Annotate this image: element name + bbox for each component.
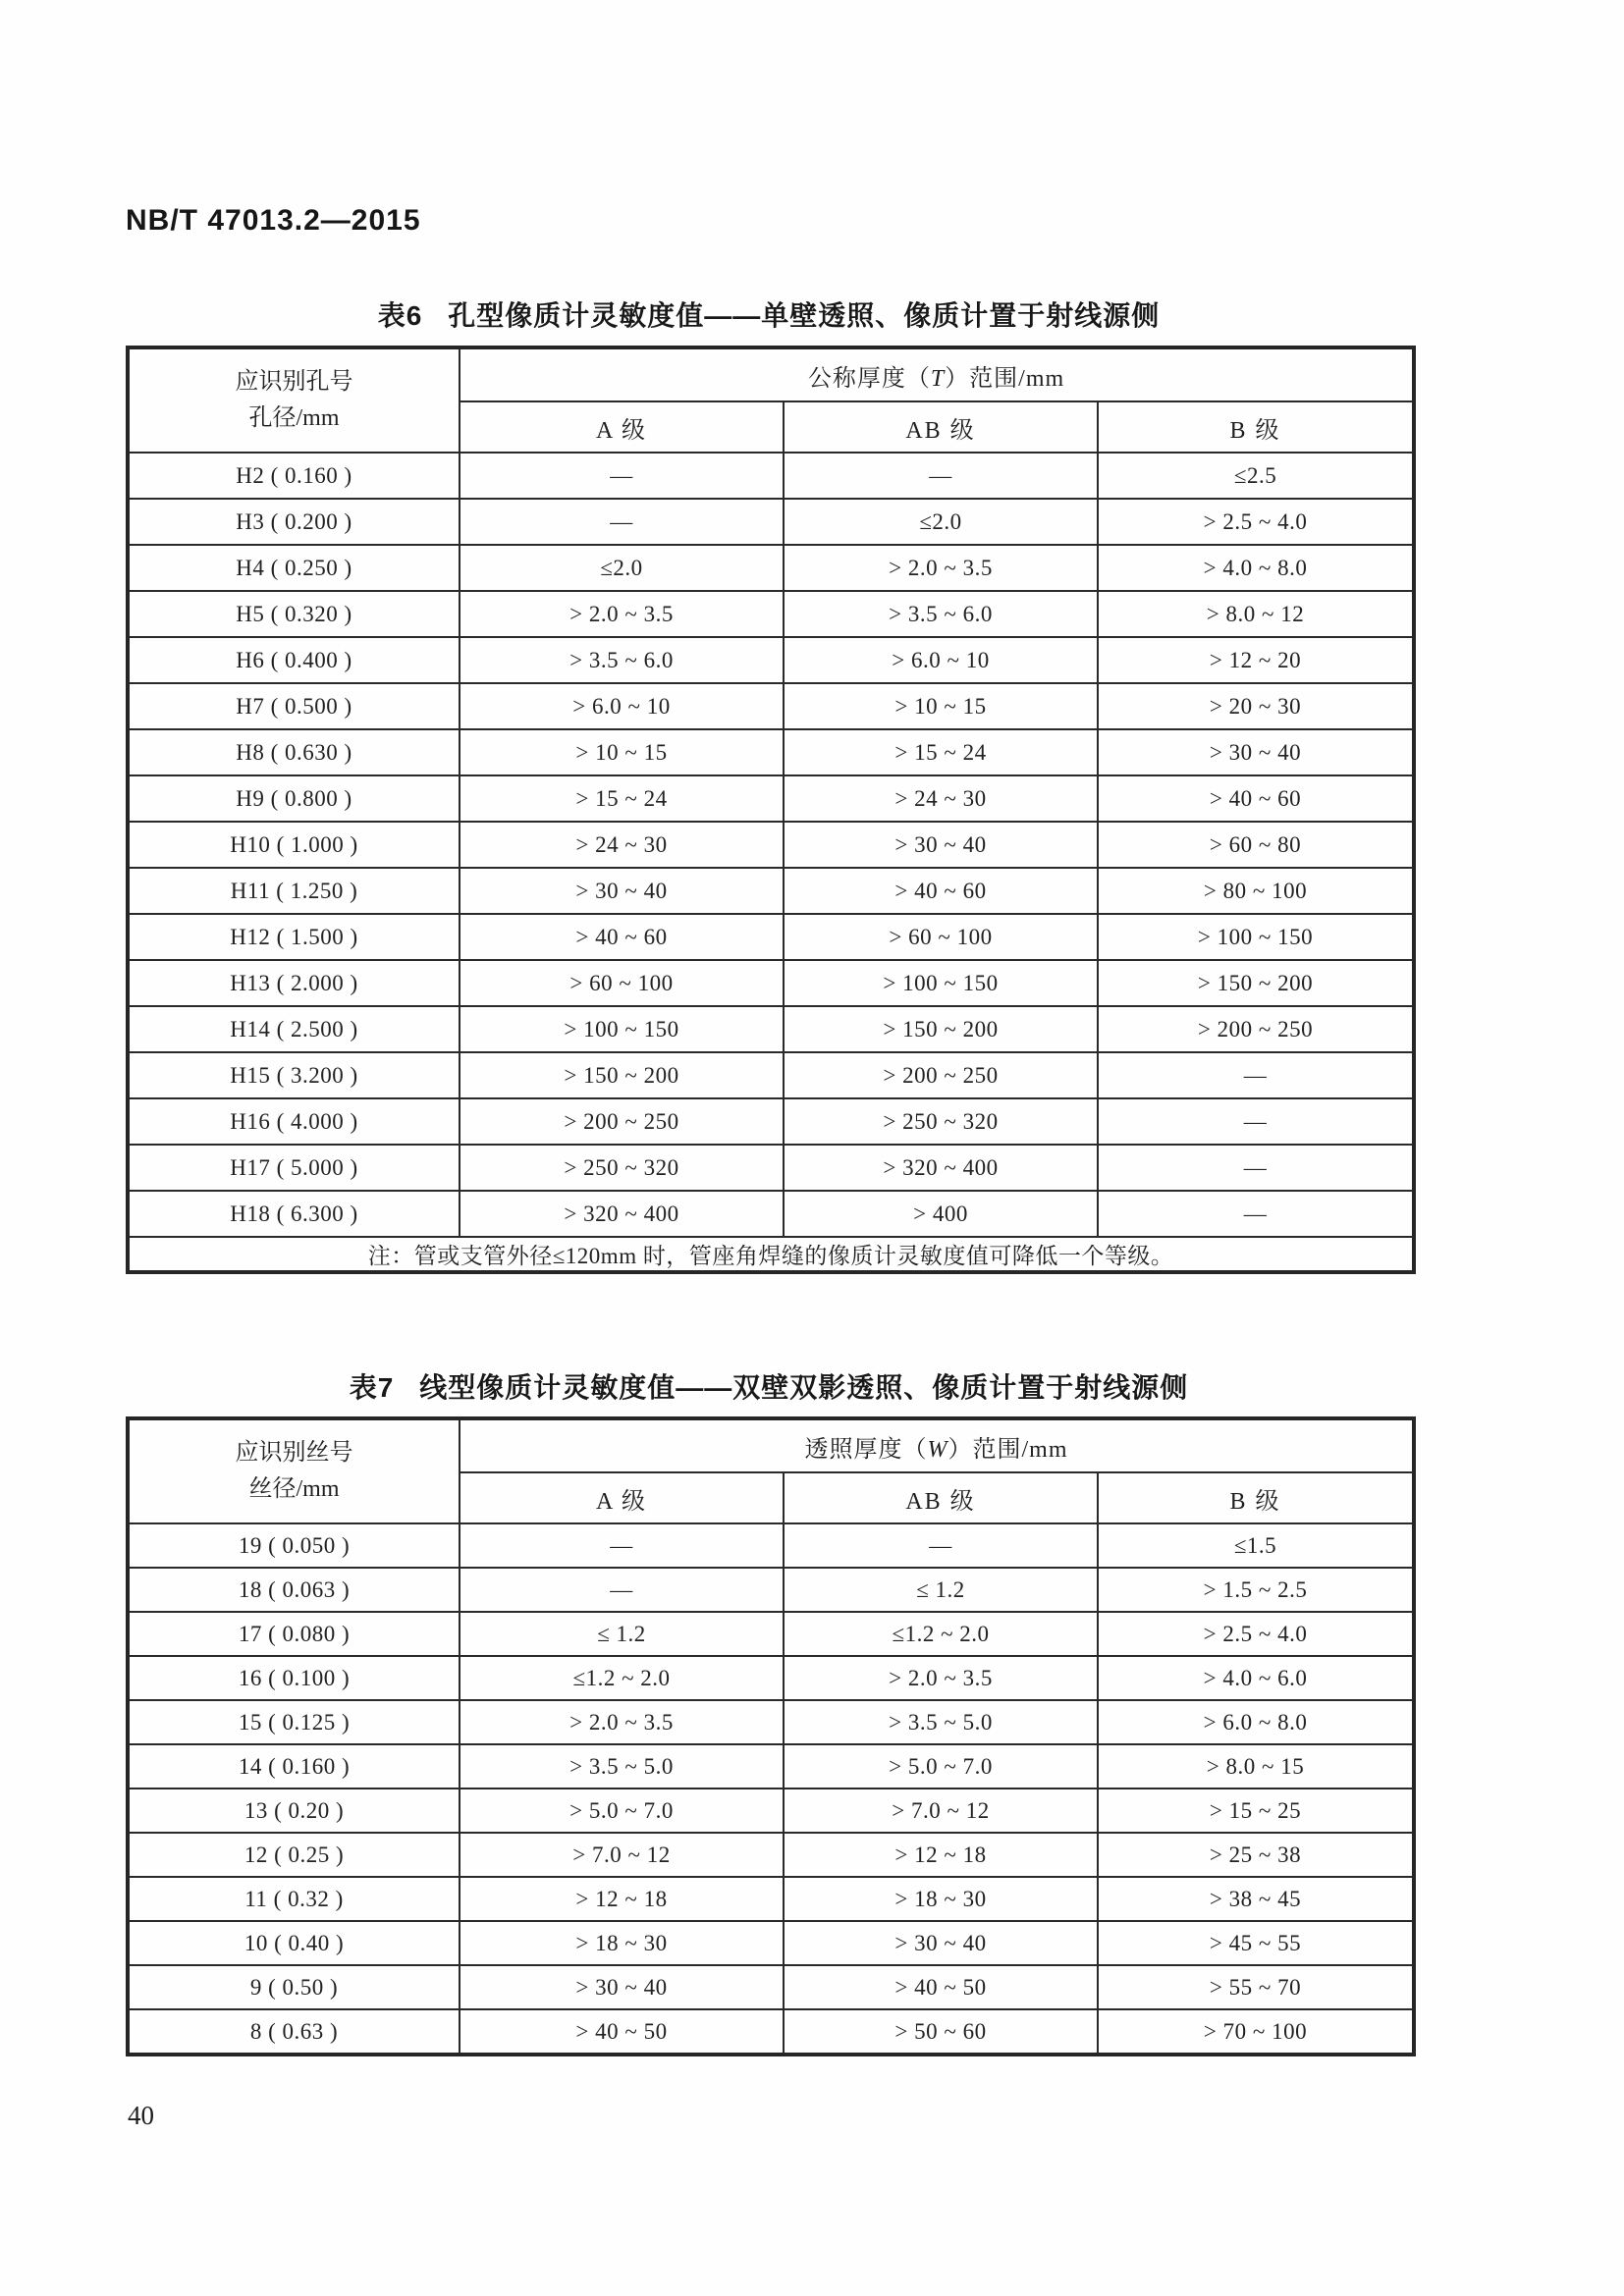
table6-title <box>126 294 1412 334</box>
value-cell: > 30 ~ 40 <box>784 1921 1098 1965</box>
value-cell: > 2.0 ~ 3.5 <box>460 591 784 637</box>
row-label-cell: H9 ( 0.800 ) <box>128 775 460 822</box>
value-cell: ≤2.5 <box>1098 453 1414 499</box>
value-cell: > 250 ~ 320 <box>784 1098 1098 1145</box>
table-row <box>128 545 1414 591</box>
value-cell: > 2.0 ~ 3.5 <box>784 545 1098 591</box>
value-cell: > 8.0 ~ 15 <box>1098 1744 1414 1789</box>
table7-title-label: 表7 <box>349 1372 395 1403</box>
value-cell: > 6.0 ~ 10 <box>460 683 784 729</box>
value-cell: — <box>784 1523 1098 1568</box>
table-row <box>128 1700 1414 1744</box>
row-label-cell: H4 ( 0.250 ) <box>128 545 460 591</box>
value-cell: > 150 ~ 200 <box>460 1052 784 1098</box>
table7-title <box>126 1366 1412 1406</box>
value-cell: > 60 ~ 100 <box>784 914 1098 960</box>
row-label-cell: 13 ( 0.20 ) <box>128 1789 460 1833</box>
value-cell: > 200 ~ 250 <box>460 1098 784 1145</box>
value-cell: > 2.0 ~ 3.5 <box>784 1656 1098 1700</box>
row-label-cell: H7 ( 0.500 ) <box>128 683 460 729</box>
table6-header-row-1 <box>128 347 1414 401</box>
value-cell: > 30 ~ 40 <box>460 868 784 914</box>
table-row <box>128 1523 1414 1568</box>
value-cell: ≤ 1.2 <box>460 1612 784 1656</box>
table-row <box>128 729 1414 775</box>
row-label-cell: H3 ( 0.200 ) <box>128 499 460 545</box>
value-cell: > 100 ~ 150 <box>460 1006 784 1052</box>
table6-span-suffix: ）范围/mm <box>945 365 1065 392</box>
value-cell: > 25 ~ 38 <box>1098 1833 1414 1877</box>
value-cell: > 2.0 ~ 3.5 <box>460 1700 784 1744</box>
table-row <box>128 453 1414 499</box>
table7-span-header <box>460 1418 1414 1472</box>
table-row <box>128 1789 1414 1833</box>
table7-col1-header-line1: 应识别丝号 <box>235 1439 353 1466</box>
value-cell: > 15 ~ 24 <box>460 775 784 822</box>
table7-body <box>128 1523 1414 2055</box>
value-cell: > 3.5 ~ 6.0 <box>460 637 784 683</box>
value-cell: — <box>460 453 784 499</box>
value-cell: > 18 ~ 30 <box>784 1877 1098 1921</box>
value-cell: > 4.0 ~ 8.0 <box>1098 545 1414 591</box>
value-cell: > 150 ~ 200 <box>1098 960 1414 1006</box>
table-row <box>128 775 1414 822</box>
table7 <box>126 1416 1416 2056</box>
value-cell: > 6.0 ~ 10 <box>784 637 1098 683</box>
value-cell: — <box>1098 1098 1414 1145</box>
value-cell: > 50 ~ 60 <box>784 2009 1098 2055</box>
table-row <box>128 914 1414 960</box>
row-label-cell: H14 ( 2.500 ) <box>128 1006 460 1052</box>
value-cell: — <box>784 453 1098 499</box>
value-cell: > 6.0 ~ 8.0 <box>1098 1700 1414 1744</box>
row-label-cell: 17 ( 0.080 ) <box>128 1612 460 1656</box>
value-cell: > 8.0 ~ 12 <box>1098 591 1414 637</box>
value-cell: > 24 ~ 30 <box>460 822 784 868</box>
table-row <box>128 1744 1414 1789</box>
value-cell: > 30 ~ 40 <box>784 822 1098 868</box>
value-cell: > 5.0 ~ 7.0 <box>460 1789 784 1833</box>
table-row <box>128 960 1414 1006</box>
value-cell: > 45 ~ 55 <box>1098 1921 1414 1965</box>
table6-grade-a-header: A 级 <box>460 401 784 453</box>
table-row <box>128 1006 1414 1052</box>
table7-col1-header-line2: 丝径/mm <box>248 1476 340 1502</box>
value-cell: > 40 ~ 60 <box>784 868 1098 914</box>
value-cell: > 2.5 ~ 4.0 <box>1098 499 1414 545</box>
value-cell: > 12 ~ 18 <box>784 1833 1098 1877</box>
row-label-cell: H16 ( 4.000 ) <box>128 1098 460 1145</box>
row-label-cell: 9 ( 0.50 ) <box>128 1965 460 2009</box>
table7-col1-header <box>128 1418 460 1523</box>
table6-note-row <box>128 1237 1414 1272</box>
value-cell: > 3.5 ~ 6.0 <box>784 591 1098 637</box>
table6-title-text: 孔型像质计灵敏度值——单壁透照、像质计置于射线源侧 <box>448 300 1161 331</box>
table6-span-header <box>460 347 1414 401</box>
row-label-cell: H11 ( 1.250 ) <box>128 868 460 914</box>
value-cell: > 100 ~ 150 <box>784 960 1098 1006</box>
value-cell: > 4.0 ~ 6.0 <box>1098 1656 1414 1700</box>
value-cell: > 400 <box>784 1191 1098 1237</box>
value-cell: > 18 ~ 30 <box>460 1921 784 1965</box>
value-cell: > 20 ~ 30 <box>1098 683 1414 729</box>
table-row <box>128 1965 1414 2009</box>
value-cell: > 12 ~ 18 <box>460 1877 784 1921</box>
table-row <box>128 1052 1414 1098</box>
value-cell: ≤1.2 ~ 2.0 <box>460 1656 784 1700</box>
value-cell: > 7.0 ~ 12 <box>784 1789 1098 1833</box>
value-cell: > 1.5 ~ 2.5 <box>1098 1568 1414 1612</box>
table7-title-text: 线型像质计灵敏度值——双壁双影透照、像质计置于射线源侧 <box>419 1372 1189 1403</box>
table7-header-row-1 <box>128 1418 1414 1472</box>
table-row <box>128 591 1414 637</box>
row-label-cell: H6 ( 0.400 ) <box>128 637 460 683</box>
row-label-cell: H5 ( 0.320 ) <box>128 591 460 637</box>
table-row <box>128 1098 1414 1145</box>
value-cell: > 15 ~ 25 <box>1098 1789 1414 1833</box>
table-row <box>128 637 1414 683</box>
table6-body <box>128 453 1414 1237</box>
table-row <box>128 1612 1414 1656</box>
value-cell: > 15 ~ 24 <box>784 729 1098 775</box>
value-cell: > 150 ~ 200 <box>784 1006 1098 1052</box>
table6-title-label: 表6 <box>377 300 423 331</box>
value-cell: — <box>460 1568 784 1612</box>
table7-grade-ab-header: AB 级 <box>784 1472 1098 1523</box>
table6-grade-ab-header: AB 级 <box>784 401 1098 453</box>
value-cell: > 40 ~ 60 <box>1098 775 1414 822</box>
row-label-cell: H17 ( 5.000 ) <box>128 1145 460 1191</box>
row-label-cell: H2 ( 0.160 ) <box>128 453 460 499</box>
value-cell: > 80 ~ 100 <box>1098 868 1414 914</box>
value-cell: > 200 ~ 250 <box>1098 1006 1414 1052</box>
row-label-cell: H10 ( 1.000 ) <box>128 822 460 868</box>
value-cell: > 10 ~ 15 <box>784 683 1098 729</box>
table6-col1-header-line1: 应识别孔号 <box>235 368 353 395</box>
value-cell: > 200 ~ 250 <box>784 1052 1098 1098</box>
table-row <box>128 1833 1414 1877</box>
table6-grade-b-header: B 级 <box>1098 401 1414 453</box>
value-cell: > 40 ~ 50 <box>460 2009 784 2055</box>
value-cell: > 250 ~ 320 <box>460 1145 784 1191</box>
row-label-cell: H15 ( 3.200 ) <box>128 1052 460 1098</box>
table-row <box>128 2009 1414 2055</box>
value-cell: — <box>460 499 784 545</box>
row-label-cell: 16 ( 0.100 ) <box>128 1656 460 1700</box>
value-cell: > 60 ~ 100 <box>460 960 784 1006</box>
table-row <box>128 1656 1414 1700</box>
value-cell: > 24 ~ 30 <box>784 775 1098 822</box>
value-cell: — <box>1098 1191 1414 1237</box>
table7-span-prefix: 透照厚度（ <box>804 1436 928 1463</box>
table6-note: 注：管或支管外径≤120mm 时，管座角焊缝的像质计灵敏度值可降低一个等级。 <box>128 1237 1414 1272</box>
value-cell: ≤2.0 <box>784 499 1098 545</box>
value-cell: ≤ 1.2 <box>784 1568 1098 1612</box>
value-cell: > 30 ~ 40 <box>460 1965 784 2009</box>
row-label-cell: 19 ( 0.050 ) <box>128 1523 460 1568</box>
table6-span-symbol: T <box>930 365 946 392</box>
value-cell: > 320 ~ 400 <box>460 1191 784 1237</box>
row-label-cell: 11 ( 0.32 ) <box>128 1877 460 1921</box>
row-label-cell: H8 ( 0.630 ) <box>128 729 460 775</box>
row-label-cell: 8 ( 0.63 ) <box>128 2009 460 2055</box>
value-cell: > 40 ~ 50 <box>784 1965 1098 2009</box>
table7-grade-b-header: B 级 <box>1098 1472 1414 1523</box>
value-cell: ≤2.0 <box>460 545 784 591</box>
row-label-cell: H13 ( 2.000 ) <box>128 960 460 1006</box>
table-row <box>128 1191 1414 1237</box>
value-cell: ≤1.5 <box>1098 1523 1414 1568</box>
value-cell: > 30 ~ 40 <box>1098 729 1414 775</box>
table7-span-symbol: W <box>927 1436 948 1463</box>
row-label-cell: 12 ( 0.25 ) <box>128 1833 460 1877</box>
value-cell: > 60 ~ 80 <box>1098 822 1414 868</box>
doc-code: NB/T 47013.2—2015 <box>126 204 421 237</box>
table7-span-suffix: ）范围/mm <box>947 1436 1068 1463</box>
table6-span-prefix: 公称厚度（ <box>807 365 931 392</box>
row-label-cell: 15 ( 0.125 ) <box>128 1700 460 1744</box>
value-cell: > 70 ~ 100 <box>1098 2009 1414 2055</box>
value-cell: — <box>1098 1145 1414 1191</box>
table-row <box>128 1877 1414 1921</box>
row-label-cell: 10 ( 0.40 ) <box>128 1921 460 1965</box>
table-row <box>128 868 1414 914</box>
table6-col1-header <box>128 347 460 453</box>
value-cell: — <box>460 1523 784 1568</box>
value-cell: > 100 ~ 150 <box>1098 914 1414 960</box>
table-row <box>128 1145 1414 1191</box>
row-label-cell: H12 ( 1.500 ) <box>128 914 460 960</box>
value-cell: > 320 ~ 400 <box>784 1145 1098 1191</box>
value-cell: > 40 ~ 60 <box>460 914 784 960</box>
value-cell: ≤1.2 ~ 2.0 <box>784 1612 1098 1656</box>
row-label-cell: 18 ( 0.063 ) <box>128 1568 460 1612</box>
value-cell: > 3.5 ~ 5.0 <box>784 1700 1098 1744</box>
table-row <box>128 499 1414 545</box>
value-cell: > 7.0 ~ 12 <box>460 1833 784 1877</box>
table-row <box>128 822 1414 868</box>
table6-col1-header-line2: 孔径/mm <box>248 405 340 431</box>
value-cell: > 2.5 ~ 4.0 <box>1098 1612 1414 1656</box>
row-label-cell: 14 ( 0.160 ) <box>128 1744 460 1789</box>
page-number: 40 <box>128 2101 154 2130</box>
table7-grade-a-header: A 级 <box>460 1472 784 1523</box>
value-cell: > 3.5 ~ 5.0 <box>460 1744 784 1789</box>
table6 <box>126 346 1416 1274</box>
table-row <box>128 683 1414 729</box>
value-cell: > 5.0 ~ 7.0 <box>784 1744 1098 1789</box>
value-cell: > 38 ~ 45 <box>1098 1877 1414 1921</box>
value-cell: > 12 ~ 20 <box>1098 637 1414 683</box>
table-row <box>128 1921 1414 1965</box>
value-cell: > 10 ~ 15 <box>460 729 784 775</box>
value-cell: — <box>1098 1052 1414 1098</box>
table-row <box>128 1568 1414 1612</box>
row-label-cell: H18 ( 6.300 ) <box>128 1191 460 1237</box>
value-cell: > 55 ~ 70 <box>1098 1965 1414 2009</box>
